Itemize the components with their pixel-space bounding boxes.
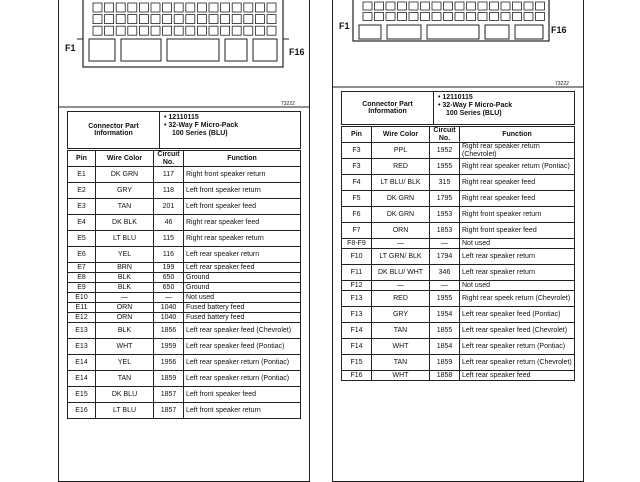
connector-cavity: [151, 3, 160, 12]
connector-cavity: [221, 15, 230, 24]
connector-cavity: [444, 2, 453, 10]
pin-cell: E7: [68, 263, 96, 273]
pin-cell: E3: [68, 199, 96, 215]
connector-cavity: [186, 15, 195, 24]
function-cell: Right rear speaker feed: [460, 175, 575, 191]
connector-cavity: [501, 2, 510, 10]
table-row: [342, 239, 575, 249]
connector-cavity: [197, 3, 206, 12]
function-cell: Right rear speaker return (Pontiac): [460, 159, 575, 175]
table-row: [68, 355, 301, 371]
connector-cavity: [163, 26, 172, 35]
connector-cavity: [93, 15, 102, 24]
part-number: • 12110115: [438, 94, 473, 101]
connector-info-box: [67, 111, 301, 149]
table-row: [342, 175, 575, 191]
table-row: [342, 339, 575, 355]
function-cell: Right front speaker feed: [460, 223, 575, 239]
wire-color-cell: GRY: [96, 183, 154, 199]
table-row: [68, 183, 301, 199]
wire-color-cell: WHT: [96, 339, 154, 355]
connector-cavity: [139, 15, 148, 24]
connector-cavity: [478, 13, 487, 21]
circuit-cell: 1855: [430, 323, 460, 339]
connector-cavity: [432, 13, 441, 21]
left-connector-diagram: [59, 0, 309, 111]
pin-cell: E2: [68, 183, 96, 199]
circuit-cell: 116: [154, 247, 184, 263]
table-row: [342, 371, 575, 381]
pin-cell: E14: [68, 371, 96, 387]
pin-start-label: F1: [65, 43, 76, 53]
wire-color-cell: DK BLU/ WHT: [372, 265, 430, 281]
connector-cavity: [398, 2, 407, 10]
table-row: [68, 215, 301, 231]
connector-cavity: [267, 26, 276, 35]
connector-cavity: [116, 3, 125, 12]
connector-cavity: [105, 26, 114, 35]
figure-ref-number: 73222: [555, 81, 569, 87]
table-row: [342, 323, 575, 339]
pin-cell: F8-F9: [342, 239, 372, 249]
connector-cavity: [128, 15, 137, 24]
wire-color-cell: BLK: [96, 273, 154, 283]
table-row: [68, 313, 301, 323]
pin-start-label: F1: [339, 21, 350, 31]
circuit-cell: 1955: [430, 159, 460, 175]
wire-color-cell: RED: [372, 291, 430, 307]
function-cell: Fused battery feed: [184, 313, 301, 323]
connector-cavity: [386, 13, 395, 21]
pin-cell: F13: [342, 307, 372, 323]
pin-cell: E5: [68, 231, 96, 247]
right-connector-diagram: [333, 0, 583, 89]
wire-color-cell: BLK: [96, 323, 154, 339]
function-cell: Right rear speaker return: [184, 231, 301, 247]
pin-header: Pin: [342, 127, 372, 143]
pin-end-label: F16: [289, 47, 305, 57]
circuit-cell: 1854: [430, 339, 460, 355]
wire-color-header: Wire Color: [372, 127, 430, 143]
connector-cavity: [375, 2, 384, 10]
wire-color-cell: DK BLU: [96, 387, 154, 403]
function-cell: Not used: [460, 239, 575, 249]
function-cell: Right rear speek return (Chevrolet): [460, 291, 575, 307]
circuit-cell: 1040: [154, 313, 184, 323]
pin-cell: E12: [68, 313, 96, 323]
table-row: [68, 283, 301, 293]
connector-cavity: [513, 13, 522, 21]
connector-cavity: [267, 3, 276, 12]
table-row: [68, 371, 301, 387]
wire-color-cell: ORN: [96, 303, 154, 313]
connector-cavity: [116, 15, 125, 24]
pin-cell: E13: [68, 339, 96, 355]
wire-color-cell: LT BLU: [96, 231, 154, 247]
wire-color-cell: GRY: [372, 307, 430, 323]
function-header: Function: [184, 151, 301, 167]
pin-cell: E1: [68, 167, 96, 183]
connector-cavity: [467, 13, 476, 21]
pin-cell: F13: [342, 291, 372, 307]
pin-cell: E14: [68, 355, 96, 371]
pin-cell: F4: [342, 175, 372, 191]
function-cell: Left front speaker feed: [184, 387, 301, 403]
connector-cavity: [255, 26, 264, 35]
connector-cavity: [455, 2, 464, 10]
circuit-cell: 315: [430, 175, 460, 191]
pin-end-label: F16: [551, 25, 567, 35]
function-cell: Right front speaker return: [184, 167, 301, 183]
connector-cavity: [244, 26, 253, 35]
connector-cavity: [244, 15, 253, 24]
table-row: [68, 263, 301, 273]
pin-cell: E11: [68, 303, 96, 313]
connector-cavity: [209, 26, 218, 35]
right-pinout-table: [341, 126, 575, 381]
left-pinout-table: [67, 150, 301, 419]
circuit-header: Circuit No.: [154, 151, 184, 167]
table-row: [68, 339, 301, 355]
connector-series: 100 Series (BLU): [172, 130, 228, 137]
connector-cavity: [467, 2, 476, 10]
pin-cell: F12: [342, 281, 372, 291]
connector-info-title: Connector Part Information: [342, 92, 434, 124]
pin-cell: F5: [342, 191, 372, 207]
connector-cavity: [93, 3, 102, 12]
wire-color-cell: BRN: [96, 263, 154, 273]
wire-color-cell: TAN: [372, 323, 430, 339]
wire-color-cell: DK BLK: [96, 215, 154, 231]
table-row: [68, 231, 301, 247]
connector-cavity: [221, 3, 230, 12]
connector-cavity: [128, 3, 137, 12]
pin-cell: E6: [68, 247, 96, 263]
pin-cell: F16: [342, 371, 372, 381]
pin-cell: F14: [342, 339, 372, 355]
connector-cavity: [386, 2, 395, 10]
table-row: [342, 223, 575, 239]
connector-cavity: [536, 2, 545, 10]
connector-cavity: [209, 3, 218, 12]
table-row: [68, 303, 301, 313]
connector-info-box: [341, 91, 575, 125]
function-cell: Left rear speaker feed: [460, 371, 575, 381]
connector-cavity: [432, 2, 441, 10]
wire-color-cell: ORN: [96, 313, 154, 323]
connector-cavity: [363, 2, 372, 10]
wire-color-cell: DK GRN: [96, 167, 154, 183]
circuit-cell: 115: [154, 231, 184, 247]
connector-cavity: [174, 3, 183, 12]
table-header-row: [68, 151, 301, 167]
connector-cavity: [105, 3, 114, 12]
connector-cavity: [128, 26, 137, 35]
pin-cell: E10: [68, 293, 96, 303]
wire-color-cell: TAN: [96, 371, 154, 387]
function-cell: Left rear speaker feed: [184, 263, 301, 273]
pin-cell: E9: [68, 283, 96, 293]
connector-cavity: [398, 13, 407, 21]
circuit-cell: 1956: [154, 355, 184, 371]
wire-color-cell: YEL: [96, 247, 154, 263]
connector-cavity: [267, 15, 276, 24]
table-row: [342, 307, 575, 323]
table-row: [342, 355, 575, 371]
table-row: [342, 191, 575, 207]
function-cell: Right rear speaker feed: [184, 215, 301, 231]
wire-color-cell: —: [372, 281, 430, 291]
pin-cell: F7: [342, 223, 372, 239]
function-cell: Left rear speaker return (Pontiac): [184, 355, 301, 371]
connector-cavity: [139, 26, 148, 35]
connector-cavity: [197, 15, 206, 24]
circuit-cell: 1954: [430, 307, 460, 323]
pin-cell: E4: [68, 215, 96, 231]
connector-cavity: [375, 13, 384, 21]
connector-cavity: [151, 15, 160, 24]
circuit-cell: 1959: [154, 339, 184, 355]
table-row: [342, 159, 575, 175]
wire-color-cell: WHT: [372, 371, 430, 381]
function-cell: Left front speaker return: [184, 403, 301, 419]
function-cell: Left rear speaker return: [460, 249, 575, 265]
circuit-cell: 1859: [430, 355, 460, 371]
pin-cell: E15: [68, 387, 96, 403]
connector-type: • 32-Way F Micro-Pack: [438, 102, 513, 109]
function-cell: Left rear speaker feed (Chevrolet): [460, 323, 575, 339]
left-connector-drawing: [59, 0, 309, 111]
connector-cavity: [174, 26, 183, 35]
wire-color-cell: ORN: [372, 223, 430, 239]
wire-color-cell: WHT: [372, 339, 430, 355]
circuit-cell: 650: [154, 283, 184, 293]
pin-cell: F10: [342, 249, 372, 265]
wire-color-cell: RED: [372, 159, 430, 175]
circuit-cell: 650: [154, 273, 184, 283]
circuit-cell: —: [430, 239, 460, 249]
wire-color-cell: YEL: [96, 355, 154, 371]
pin-cell: E8: [68, 273, 96, 283]
circuit-cell: 1040: [154, 303, 184, 313]
connector-cavity: [244, 3, 253, 12]
connector-cavity: [490, 2, 499, 10]
table-row: [68, 387, 301, 403]
pin-cell: E16: [68, 403, 96, 419]
pin-header: Pin: [68, 151, 96, 167]
wire-color-cell: LT BLU/ BLK: [372, 175, 430, 191]
connector-cavity: [232, 26, 241, 35]
function-cell: Not used: [184, 293, 301, 303]
connector-cavity: [409, 2, 418, 10]
circuit-cell: 46: [154, 215, 184, 231]
table-row: [342, 143, 575, 159]
connector-cavity: [232, 3, 241, 12]
function-cell: Right front speaker return: [460, 207, 575, 223]
function-cell: Ground: [184, 273, 301, 283]
function-cell: Ground: [184, 283, 301, 293]
circuit-cell: 1853: [430, 223, 460, 239]
circuit-cell: 1952: [430, 143, 460, 159]
connector-series: 100 Series (BLU): [446, 110, 502, 117]
connector-cavity: [536, 13, 545, 21]
connector-cavity: [232, 15, 241, 24]
wire-color-cell: —: [96, 293, 154, 303]
function-cell: Left rear speaker feed (Chevrolet): [184, 323, 301, 339]
pin-cell: F15: [342, 355, 372, 371]
pin-cell: E13: [68, 323, 96, 339]
table-row: [342, 265, 575, 281]
table-row: [342, 249, 575, 265]
circuit-cell: 1857: [154, 387, 184, 403]
figure-ref-number: 73222: [281, 101, 295, 107]
connector-cavity: [524, 2, 533, 10]
table-row: [68, 403, 301, 419]
connector-cavity: [93, 26, 102, 35]
wire-color-cell: TAN: [96, 199, 154, 215]
pin-cell: F3: [342, 159, 372, 175]
connector-cavity: [255, 3, 264, 12]
table-row: [68, 199, 301, 215]
connector-cavity: [421, 13, 430, 21]
circuit-cell: —: [430, 281, 460, 291]
wire-color-header: Wire Color: [96, 151, 154, 167]
table-row: [342, 207, 575, 223]
table-row: [68, 293, 301, 303]
connector-type: • 32-Way F Micro-Pack: [164, 122, 239, 129]
function-cell: Right rear speaker feed: [460, 191, 575, 207]
connector-cavity: [163, 15, 172, 24]
function-header: Function: [460, 127, 575, 143]
connector-cavity: [255, 15, 264, 24]
circuit-cell: 1857: [154, 403, 184, 419]
wire-color-cell: DK GRN: [372, 191, 430, 207]
circuit-cell: 117: [154, 167, 184, 183]
connector-cavity: [105, 15, 114, 24]
connector-cavity: [409, 13, 418, 21]
right-connector-panel: [332, 0, 584, 482]
part-number: • 12110115: [164, 114, 199, 121]
connector-cavity: [197, 26, 206, 35]
connector-cavity: [501, 13, 510, 21]
wire-color-cell: BLK: [96, 283, 154, 293]
pin-cell: F3: [342, 143, 372, 159]
connector-cavity: [151, 26, 160, 35]
circuit-cell: 1856: [154, 323, 184, 339]
circuit-cell: 1953: [430, 207, 460, 223]
function-cell: Fused battery feed: [184, 303, 301, 313]
circuit-cell: 199: [154, 263, 184, 273]
pin-cell: F6: [342, 207, 372, 223]
function-cell: Left rear speaker return: [184, 247, 301, 263]
table-row: [68, 273, 301, 283]
connector-cavity: [116, 26, 125, 35]
table-header-row: [342, 127, 575, 143]
circuit-cell: 1859: [154, 371, 184, 387]
wire-color-cell: DK GRN: [372, 207, 430, 223]
connector-cavity: [139, 3, 148, 12]
circuit-cell: 1955: [430, 291, 460, 307]
circuit-cell: —: [154, 293, 184, 303]
pin-cell: F14: [342, 323, 372, 339]
circuit-header: Circuit No.: [430, 127, 460, 143]
function-cell: Left rear speaker return: [460, 265, 575, 281]
wire-color-cell: LT BLU: [96, 403, 154, 419]
wire-color-cell: TAN: [372, 355, 430, 371]
circuit-cell: 1858: [430, 371, 460, 381]
table-row: [68, 247, 301, 263]
connector-cavity: [455, 13, 464, 21]
function-cell: Left rear speaker feed (Pontiac): [460, 307, 575, 323]
connector-info-title: Connector Part Information: [68, 112, 160, 148]
connector-cavity: [490, 13, 499, 21]
pin-cell: F11: [342, 265, 372, 281]
left-connector-panel: [58, 0, 310, 482]
function-cell: Left rear speaker return (Pontiac): [460, 339, 575, 355]
table-row: [68, 323, 301, 339]
connector-cavity: [221, 26, 230, 35]
circuit-cell: 346: [430, 265, 460, 281]
table-row: [342, 281, 575, 291]
connector-cavity: [186, 3, 195, 12]
connector-cavity: [421, 2, 430, 10]
connector-cavity: [174, 15, 183, 24]
connector-info-list: [160, 112, 300, 148]
function-cell: Left rear speaker return (Chevrolet): [460, 355, 575, 371]
circuit-cell: 1794: [430, 249, 460, 265]
connector-cavity: [524, 13, 533, 21]
table-row: [342, 291, 575, 307]
wire-color-cell: PPL: [372, 143, 430, 159]
connector-cavity: [209, 15, 218, 24]
connector-cavity: [363, 13, 372, 21]
table-row: [68, 167, 301, 183]
function-cell: Not used: [460, 281, 575, 291]
function-cell: Left rear speaker feed (Pontiac): [184, 339, 301, 355]
connector-cavity: [478, 2, 487, 10]
circuit-cell: 118: [154, 183, 184, 199]
wire-color-cell: —: [372, 239, 430, 249]
connector-cavity: [163, 3, 172, 12]
circuit-cell: 201: [154, 199, 184, 215]
connector-cavity: [186, 26, 195, 35]
right-connector-drawing: [333, 0, 583, 89]
circuit-cell: 1795: [430, 191, 460, 207]
function-cell: Left front speaker return: [184, 183, 301, 199]
connector-info-list: [434, 92, 574, 124]
function-cell: Left front speaker feed: [184, 199, 301, 215]
connector-cavity: [513, 2, 522, 10]
wire-color-cell: LT GRN/ BLK: [372, 249, 430, 265]
function-cell: Left rear speaker return (Pontiac): [184, 371, 301, 387]
connector-cavity: [444, 13, 453, 21]
function-cell: Right rear speaker return (Chevrolet): [460, 143, 575, 159]
